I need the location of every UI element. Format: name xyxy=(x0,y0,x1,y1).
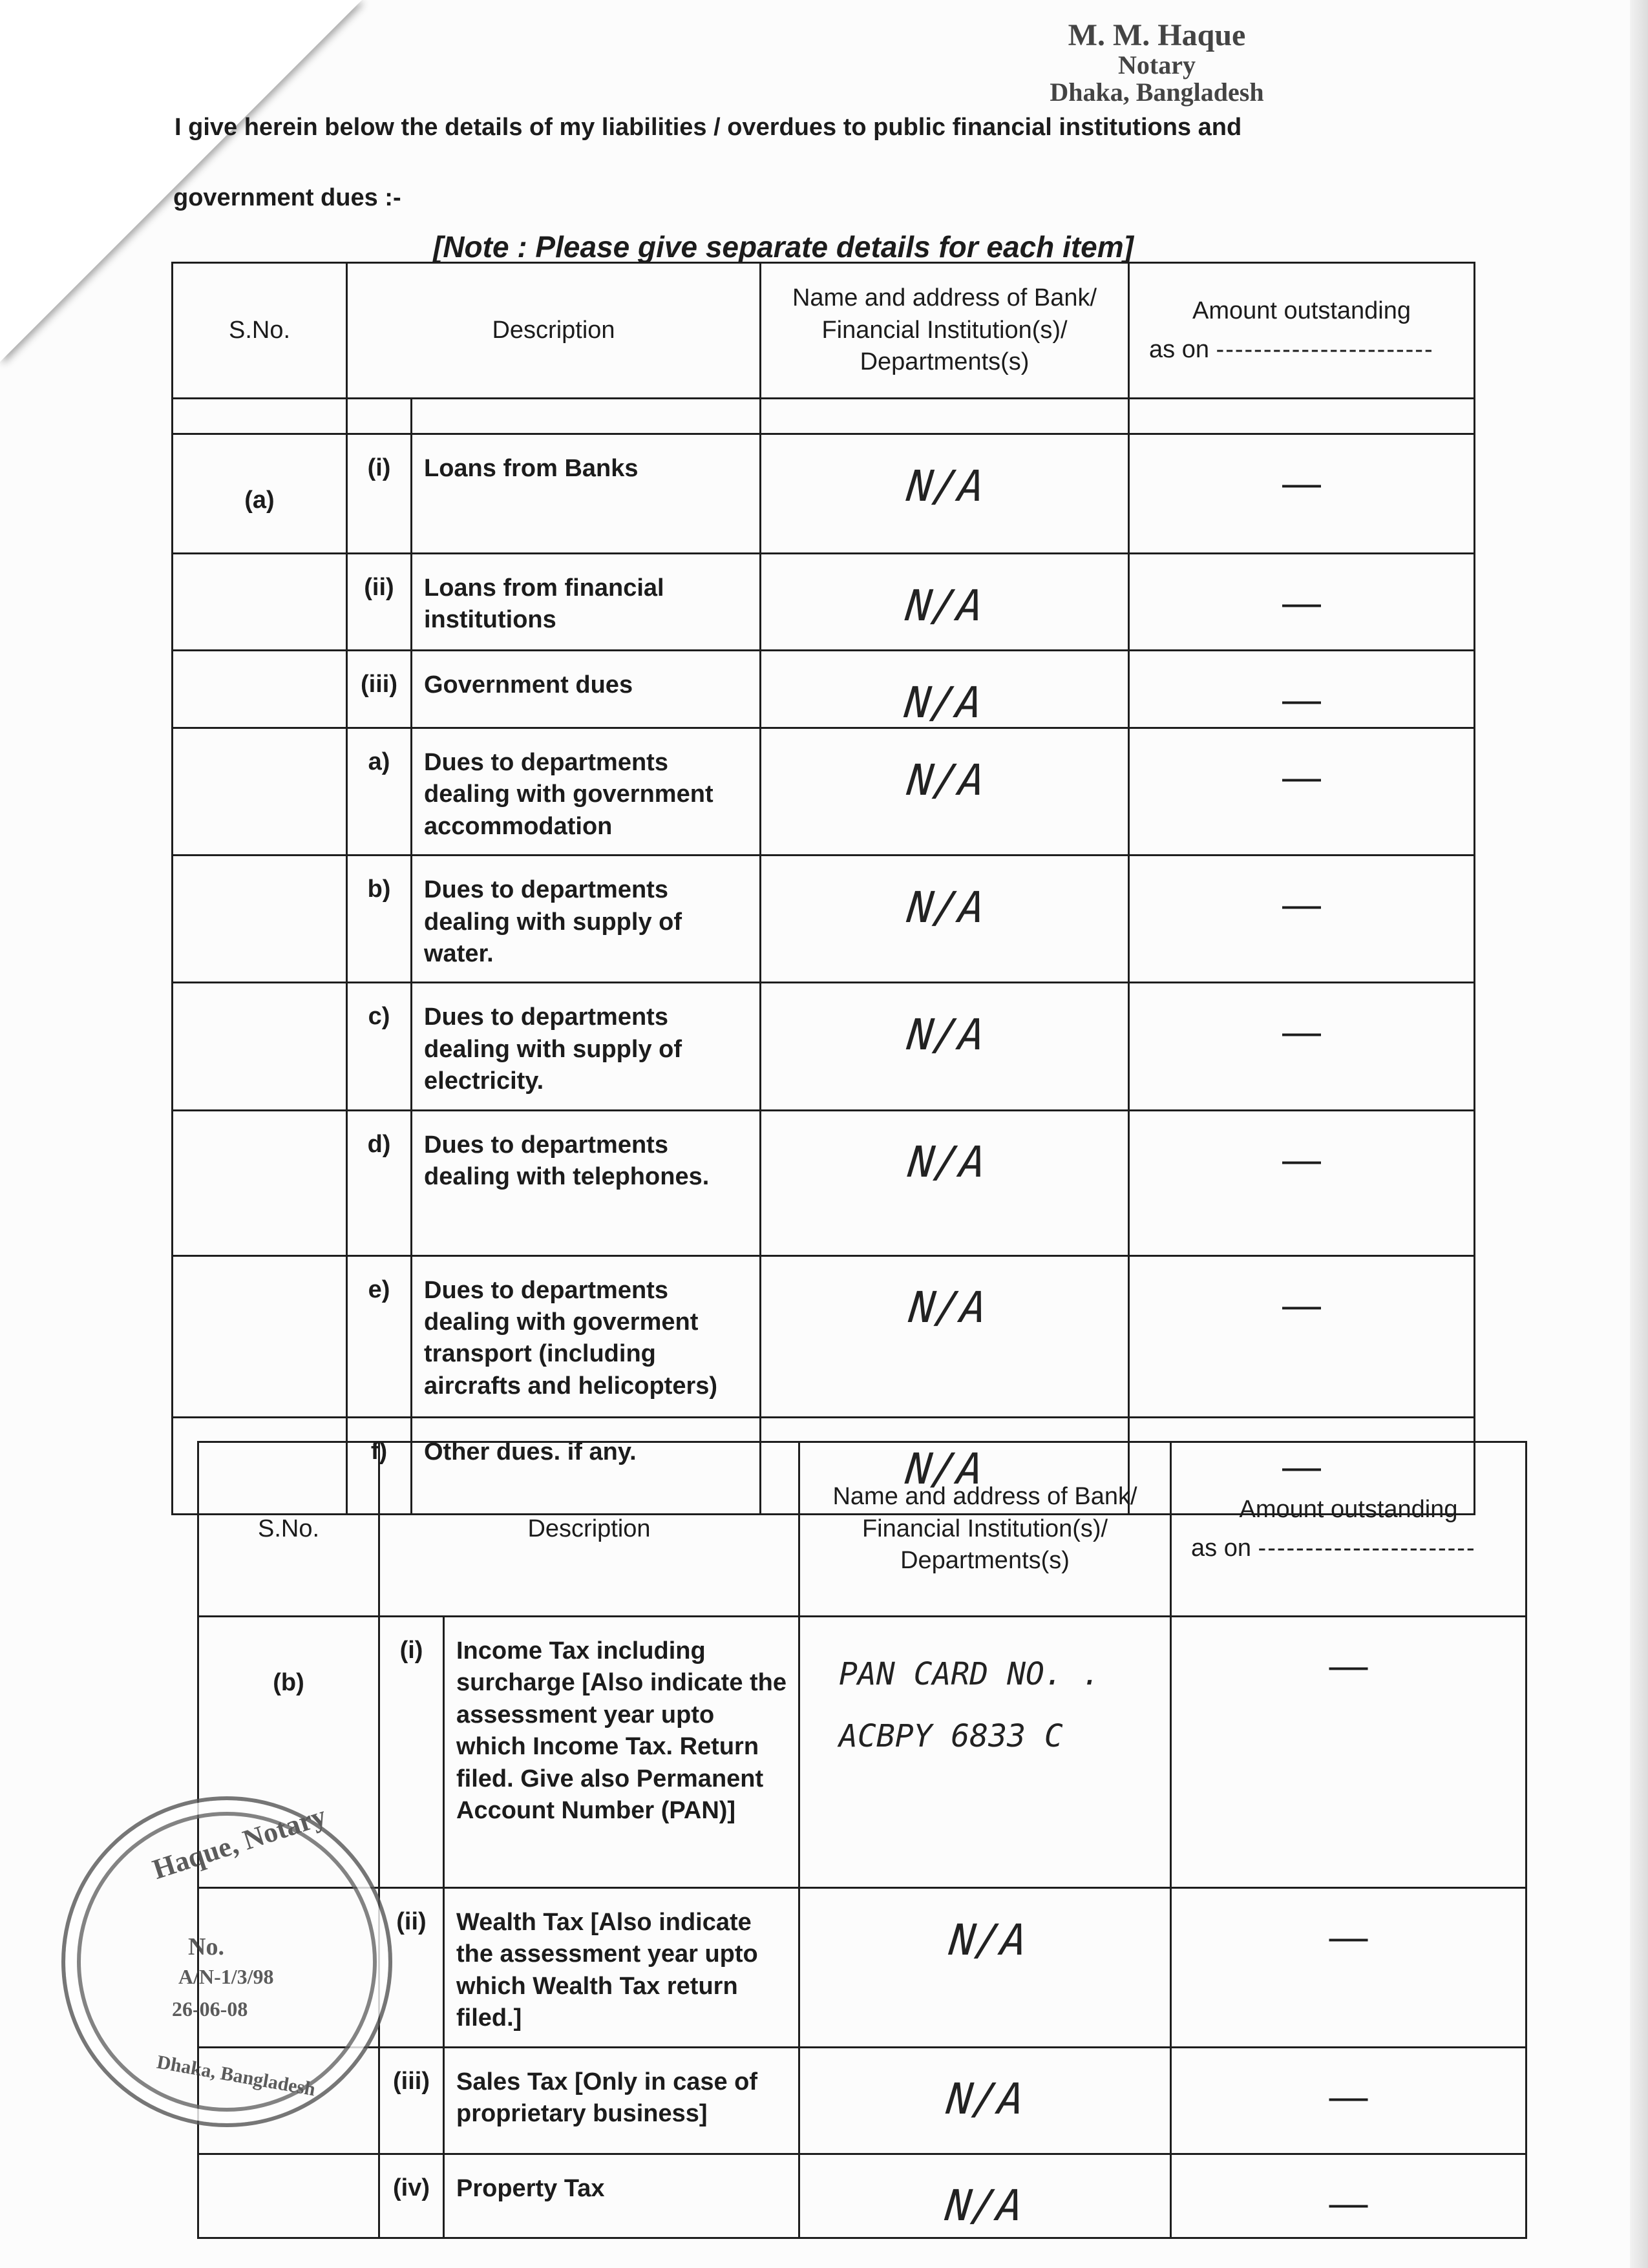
row-amount: — xyxy=(1129,1255,1475,1417)
row-amount: — xyxy=(1171,1888,1527,2048)
row-description: Property Tax xyxy=(444,2154,799,2238)
page-edge xyxy=(1630,0,1648,2268)
row-description: Dues to departments dealing with telephones. xyxy=(412,1110,761,1255)
row-amount: — xyxy=(1129,554,1475,651)
table-row xyxy=(173,1110,1475,1255)
row-description: Dues to departments dealing with supply of electricity. xyxy=(412,983,761,1110)
row-description: Dues to departments dealing with government accommodation xyxy=(412,728,761,856)
row-bank: N/A xyxy=(791,1888,1179,2048)
row-amount: — xyxy=(1129,856,1475,983)
row-sub: f) xyxy=(347,1417,412,1514)
row-sub: (iii) xyxy=(347,651,412,728)
row-sub: (ii) xyxy=(379,1888,444,2048)
table-b-header-row xyxy=(198,1442,1527,1617)
row-amount: — xyxy=(1129,728,1475,856)
row-sub: e) xyxy=(347,1255,412,1417)
table-row xyxy=(173,856,1475,983)
row-description: Sales Tax [Only in case of proprietary business] xyxy=(444,2047,799,2154)
table-row xyxy=(198,2154,1527,2238)
pan-number: ACBPY 6833 C xyxy=(839,1718,1063,1754)
row-description: Government dues xyxy=(412,651,761,728)
row-bank: N/A xyxy=(754,856,1136,983)
seal-top-text: Haque, Notary xyxy=(149,1800,330,1885)
row-bank: N/A xyxy=(755,1417,1134,1514)
table-row xyxy=(198,1888,1527,2048)
header-sno: S.No. xyxy=(198,1442,379,1617)
header-as-on: as on ----------------------- xyxy=(1149,335,1434,363)
intro-line-2: government dues :- xyxy=(173,184,401,211)
header-amount xyxy=(1171,1442,1527,1617)
row-amount: — xyxy=(1171,2154,1527,2238)
row-bank: N/A xyxy=(755,554,1134,651)
header-amount-label: Amount outstanding xyxy=(1239,1496,1458,1524)
row-sub: (i) xyxy=(347,434,412,554)
notary-seal xyxy=(61,1796,392,2127)
row-amount: — xyxy=(1129,1110,1475,1255)
header-sno: S.No. xyxy=(173,263,347,399)
section-b-label: (b) xyxy=(198,1617,379,1888)
row-bank: N/A xyxy=(754,983,1136,1110)
row-bank xyxy=(799,1617,1171,1888)
table-row xyxy=(198,1617,1527,1888)
table-row xyxy=(198,2047,1527,2154)
table-a-header-row xyxy=(173,263,1475,399)
row-bank: N/A xyxy=(756,651,1133,728)
header-bank: Name and address of Bank/ Financial Institution(s)/ Departments(s) xyxy=(761,263,1129,399)
row-description: Other dues. if any. xyxy=(412,1417,761,1514)
row-description: Wealth Tax [Also indicate the assessment year upto which Wealth Tax return filed.] xyxy=(444,1888,799,2048)
notary-name: M. M. Haque xyxy=(1068,18,1246,52)
row-bank: N/A xyxy=(754,434,1135,554)
row-description: Loans from Banks xyxy=(412,434,761,554)
row-sub: (i) xyxy=(379,1617,444,1888)
table-row xyxy=(173,554,1475,651)
note-heading: [Note : Please give separate details for each item] xyxy=(433,230,1134,264)
pan-label: PAN CARD NO. . xyxy=(839,1656,1101,1692)
row-sub: d) xyxy=(347,1110,412,1255)
seal-date-2: 26-06-08 xyxy=(172,1997,248,2021)
table-row xyxy=(173,434,1475,554)
row-amount: — xyxy=(1129,434,1475,554)
row-amount: — xyxy=(1171,1617,1527,1888)
seal-date-1: A/N-1/3/98 xyxy=(178,1965,274,1988)
header-amount-label: Amount outstanding xyxy=(1192,297,1411,325)
table-row xyxy=(173,1255,1475,1417)
section-a-label: (a) xyxy=(173,434,347,554)
notary-place: Dhaka, Bangladesh xyxy=(1050,78,1264,107)
row-amount: — xyxy=(1129,1417,1475,1514)
header-description: Description xyxy=(347,263,761,399)
row-sub: (iii) xyxy=(379,2047,444,2154)
row-bank: N/A xyxy=(754,728,1136,856)
table-row xyxy=(173,983,1475,1110)
table-row xyxy=(173,728,1475,856)
row-bank: N/A xyxy=(753,1110,1137,1255)
row-sub: (ii) xyxy=(347,554,412,651)
liabilities-table-a xyxy=(171,262,1475,1515)
table-row xyxy=(173,651,1475,728)
seal-no: No. xyxy=(188,1933,224,1960)
liabilities-table-b xyxy=(197,1441,1527,2239)
notary-stamp-top xyxy=(1041,19,1273,106)
row-amount: — xyxy=(1129,651,1475,728)
row-bank: N/A xyxy=(795,2154,1176,2238)
intro-line-1: I give herein below the details of my liabilities / overdues to public financial institutions and xyxy=(174,114,1242,141)
row-sub: c) xyxy=(347,983,412,1110)
seal-bottom-text: Dhaka, Bangladesh xyxy=(155,2051,317,2101)
row-bank: N/A xyxy=(752,1255,1137,1417)
header-description: Description xyxy=(379,1442,799,1617)
row-amount: — xyxy=(1129,983,1475,1110)
row-description: Dues to departments dealing with supply of water. xyxy=(412,856,761,983)
row-amount: — xyxy=(1171,2047,1527,2154)
row-description: Dues to departments dealing with goverment transport (including aircrafts and helicopters) xyxy=(412,1255,761,1417)
row-bank: N/A xyxy=(794,2047,1176,2154)
row-description: Loans from financial institutions xyxy=(412,554,761,651)
row-description: Income Tax including surcharge [Also indicate the assessment year upto which Income Tax. Return filed. Give also Permanent Account Number (PAN)] xyxy=(444,1617,799,1888)
table-a-spacer-row xyxy=(173,399,1475,434)
header-bank: Name and address of Bank/ Financial Institution(s)/ Departments(s) xyxy=(799,1442,1171,1617)
row-sub: (iv) xyxy=(379,2154,444,2238)
row-sub: a) xyxy=(347,728,412,856)
notary-title: Notary xyxy=(1118,50,1196,80)
header-as-on: as on ----------------------- xyxy=(1191,1534,1476,1562)
header-amount xyxy=(1129,263,1475,399)
row-sub: b) xyxy=(347,856,412,983)
